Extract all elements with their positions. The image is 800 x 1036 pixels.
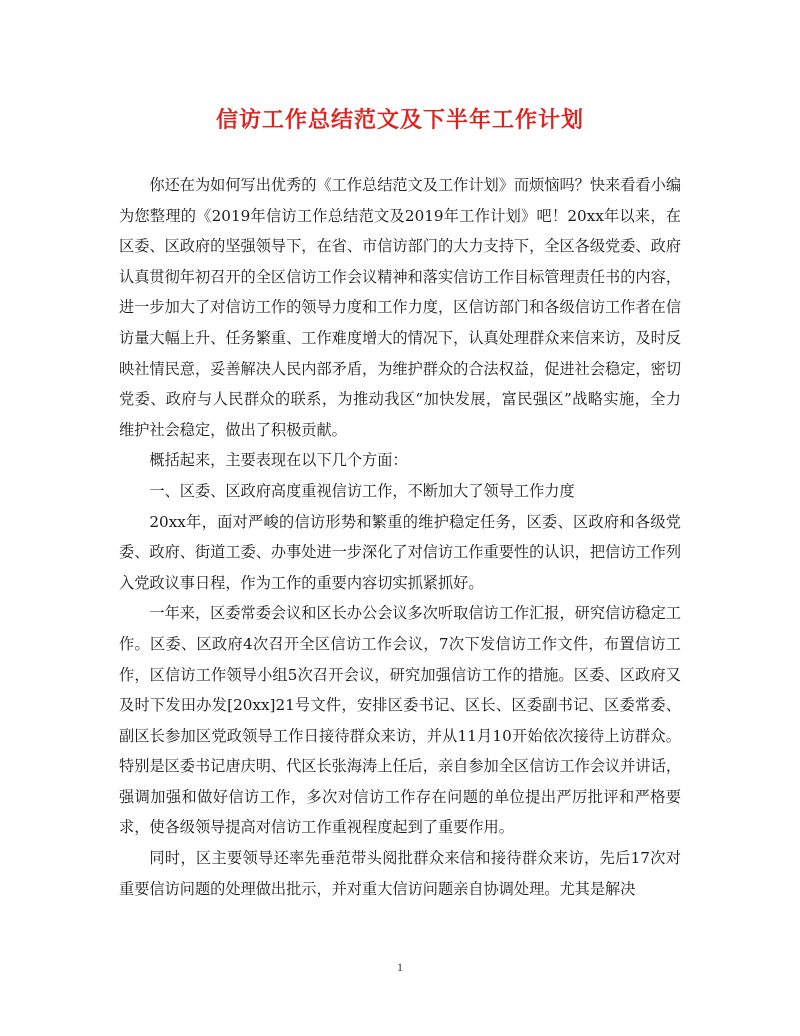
- paragraph-section-1b: 一年来，区委常委会议和区长办公会议多次听取信访工作汇报，研究信访稳定工作。区委、区政府4次召开全区信访工作会议，7次下发信访工作文件，布置信访工作，区信访工作领导小组5次召开会议，研究加强信访工作的措施。区委、区政府又及时下发田办发[20xx]21号文件，安排区委书记、区长、区委副书记、区委常委、副区长参加区党政领导工作日接待群众来访，并从11月10开始依次接待上访群众。特别是区委书记唐庆明、代区长张海涛上任后，亲自参加全区信访工作会议并讲话，强调加强和做好信访工作，多次对信访工作存在问题的单位提出严厉批评和严格要求，使各级领导提高对信访工作重视程度起到了重要作用。: [119, 604, 681, 837]
- paragraph-section-1c: 同时，区主要领导还率先垂范带头阅批群众来信和接待群众来访，先后17次对重要信访问题的处理做出批示，并对重大信访问题亲自协调处理。尤其是解决: [119, 849, 681, 898]
- document-body: [119, 170, 681, 904]
- paragraph-intro: 你还在为如何写出优秀的《工作总结范文及工作计划》而烦恼吗？快来看看小编为您整理的《2019年信访工作总结范文及2019年工作计划》吧！20xx年以来，在区委、区政府的坚强领导下，在省、市信访部门的大力支持下，全区各级党委、政府认真贯彻年初召开的全区信访工作会议精神和落实信访工作目标管理责任书的内容，进一步加大了对信访工作的领导力度和工作力度，区信访部门和各级信访工作者在信访量大幅上升、任务繁重、工作难度增大的情况下，认真处理群众来信来访，及时反映社情民意，妥善解决人民内部矛盾，为维护群众的合法权益，促进社会稳定，密切党委、政府与人民群众的联系，为推动我区“加快发展，富民强区”战略实施，全力维护社会稳定，做出了积极贡献。: [119, 176, 681, 439]
- paragraph-section-1a: 20xx年，面对严峻的信访形势和繁重的维护稳定任务，区委、区政府和各级党委、政府、街道工委、办事处进一步深化了对信访工作重要性的认识，把信访工作列入党政议事日程，作为工作的重要内容切实抓紧抓好。: [119, 512, 681, 592]
- document-title: 信访工作总结范文及下半年工作计划: [215, 107, 584, 133]
- section-heading-1: 一、区委、区政府高度重视信访工作，不断加大了领导工作力度: [149, 481, 575, 500]
- page-number: 1: [397, 960, 403, 974]
- paragraph-summary-lead: 概括起来，主要表现在以下几个方面：: [149, 451, 408, 470]
